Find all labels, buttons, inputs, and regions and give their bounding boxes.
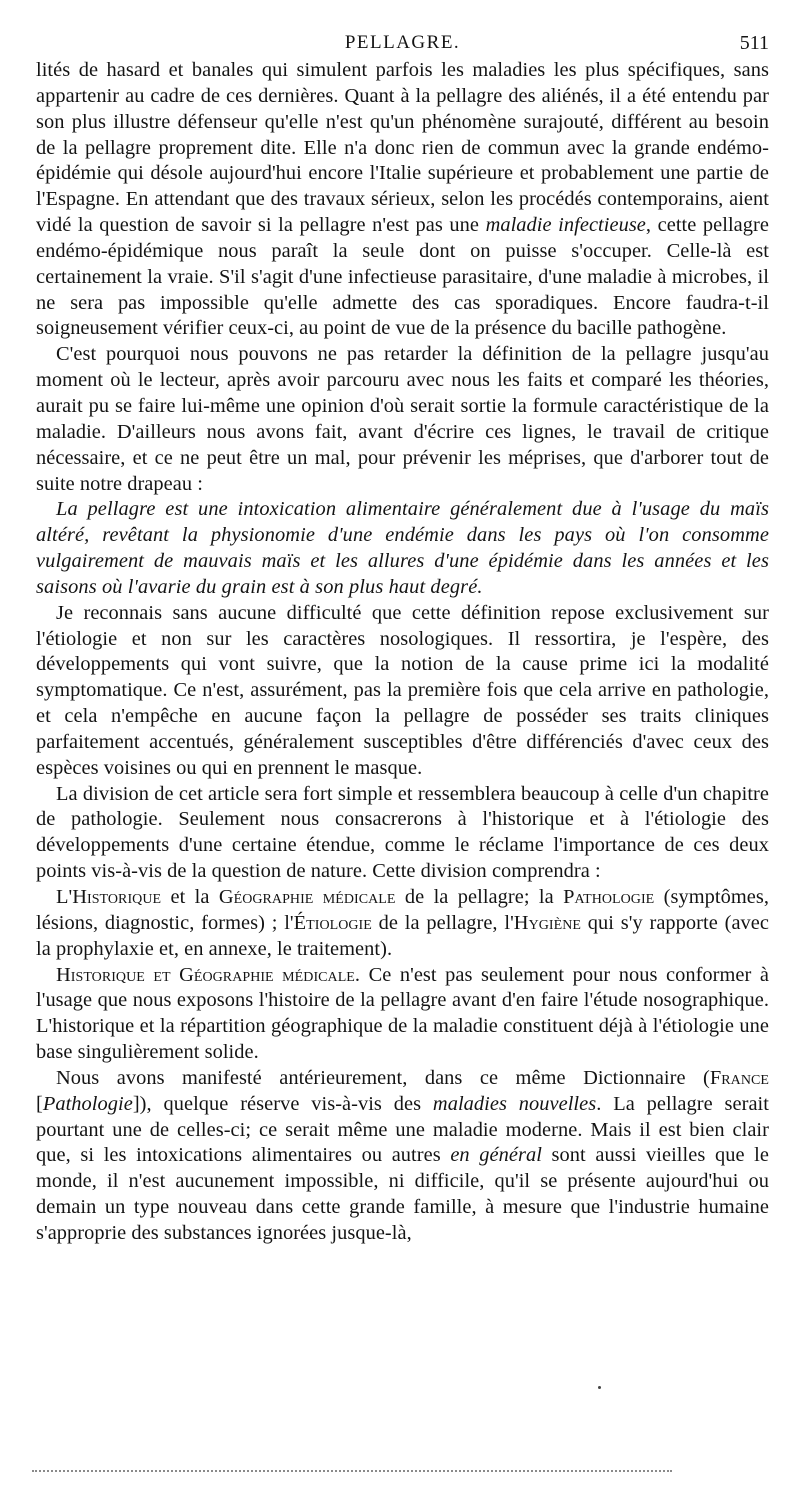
text-run: , cette pellagre endémo-épidémique nous paraît la seule dont on puisse s'occuper. Celle-là est certainement la vraie. S'il s'agit d'une infectieuse parasitaire, d'une maladie à microbes, il ne sera pas impossible qu'elle admette des cas sporadiques. Encore faudra-t-il soigneusement vérifier ceux-ci, au point de vue de la présence du bacille pathogène. <box>36 214 769 340</box>
section-name: L'Historique <box>56 886 162 908</box>
text-run: et la <box>161 886 219 908</box>
pellagra-definition: La pellagre est une intoxication alimentaire généralement due à l'usage du maïs altéré, revêtant la physionomie d'une endémie dans les pays où l'on consomme vulgairement de mauvais maïs et les allures d'une épidémie dans les années et les saisons où l'avarie du grain est à son plus haut degré. <box>36 498 769 598</box>
article-body <box>36 58 769 1247</box>
italic-term: maladie infectieuse <box>485 214 646 237</box>
cross-reference-italic: Pathologie <box>42 1092 133 1115</box>
section-name: Étiologie <box>293 911 372 934</box>
text-run: [ <box>36 1092 43 1115</box>
text-run: de la pellagre; la <box>395 886 564 908</box>
text-run: qui s'y rapporte (avec la prophylaxie et, en annexe, le traitement). <box>36 911 769 960</box>
text-run: lités de hasard et banales qui simulent parfois les maladies les plus spécifiques, sans appartenir au cadre de ces dernières. Quant à la pellagre des aliénés, il a été entendu par son plus illustre défenseur qu'elle n'est qu'un phénomène surajouté, différent au besoin de la pellagre proprement dite. Elle n'a donc rien de commun avec la grande endémo-épidémie qui désole aujourd'hui encore l'Italie supérieure et probablement une partie de l'Espagne. En attendant que des travaux sérieux, selon les procédés contemporains, aient vidé la question de savoir si la pellagre n'est pas une <box>36 59 769 237</box>
footer-dotted-rule <box>32 1470 672 1472</box>
section-name: Géographie médicale <box>218 886 396 908</box>
page-number: 511 <box>739 32 769 54</box>
paragraph: C'est pourquoi nous pouvons ne pas retarder la définition de la pellagre jusqu'au moment où le lecteur, après avoir parcouru avec nous les faits et comparé les théories, aurait pu se faire lui-même une opinion d'où serait sortie la formule caractéristique de la maladie. D'ailleurs nous avons fait, avant d'écrire ces lignes, le travail de critique nécessaire, et ce ne peut être un mal, pour prévenir les méprises, que d'arborer tout de suite notre drapeau : <box>36 343 769 495</box>
text-run: sont aussi vieilles que le monde, il n'est aucunement impossible, ni difficile, qu'il se présente aujourd'hui ou demain un type nouveau dans cette grande famille, à mesure que l'industrie humaine s'approprie des substances ignorées jusque-là, <box>36 1144 769 1244</box>
ink-speck <box>598 1386 601 1389</box>
paragraph-continuation <box>36 58 769 342</box>
text-run: Nous avons manifesté antérieurement, dans ce même Dictionnaire ( <box>56 1066 710 1089</box>
paragraph: La division de cet article sera fort simple et ressemblera beaucoup à celle d'un chapitre de pathologie. Seulement nous consacrerons à l'historique et à l'étiologie des développements d'une certaine étendue, comme le réclame l'importance de ces deux points vis-à-vis de la question de nature. Cette division comprendra : <box>36 782 769 883</box>
text-run: (symptômes, lésions, diagnostic, formes) ; l' <box>36 886 769 934</box>
section-name: Hygiène <box>513 911 581 934</box>
cross-reference: France <box>709 1066 769 1089</box>
text-run: de la pellagre, l' <box>371 911 514 934</box>
section-heading: Historique et Géographie médicale. <box>56 963 361 986</box>
division-outline <box>36 885 769 963</box>
italic-term: maladies nouvelles <box>432 1092 597 1115</box>
paragraph <box>36 1066 769 1247</box>
running-title: PELLAGRE. <box>344 32 461 53</box>
section-paragraph <box>36 963 769 1066</box>
text-run: . La pellagre serait pourtant une de celles-ci; ce serait même une maladie moderne. Mais il est bien clair que, si les intoxications alimentaires ou autres <box>36 1092 769 1167</box>
section-name: Pathologie <box>563 886 655 908</box>
text-run: Ce n'est pas seulement pour nous conformer à l'usage que nous exposons l'histoire de la pellagre avant d'en faire l'étude nosographique. L'historique et la répartition géographique de la maladie constituent déjà à l'étiologie une base singulièrement solide. <box>36 963 769 1064</box>
italic-term: en général <box>450 1144 542 1167</box>
page-header <box>36 32 769 58</box>
text-run: ]), quelque réserve vis-à-vis des <box>132 1092 433 1115</box>
paragraph: Je reconnais sans aucune difficulté que cette définition repose exclusivement sur l'étiologie et non sur les caractères nosologiques. Il ressortira, je l'espère, des développements qui vont suivre, que la notion de la cause prime ici la modalité symptomatique. Ce n'est, assurément, pas la première fois que cela arrive en pathologie, et cela n'empêche en aucune façon la pellagre de posséder ses traits cliniques parfaitement accentués, généralement susceptibles d'être différenciés d'avec ceux des espèces voisines ou qui en prennent le masque. <box>36 601 769 779</box>
